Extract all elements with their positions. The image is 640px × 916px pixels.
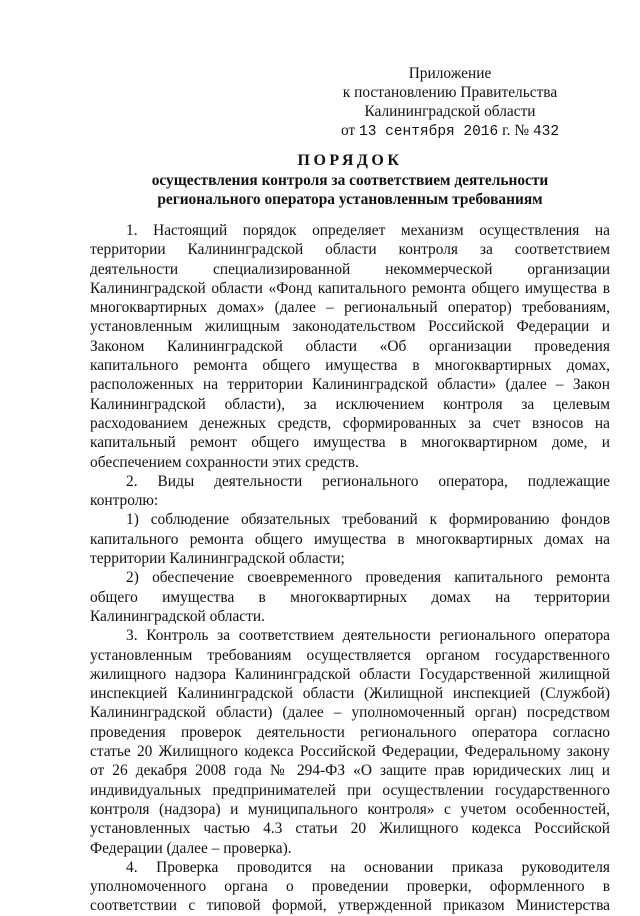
- body-line: от 26 декабря 2008 года № 294-ФЗ «О защите прав юридических лиц и: [90, 762, 610, 780]
- body-line: установленным требованиям осуществляется органом государственного: [90, 646, 610, 664]
- body-line: 3. Контроль за соответствием деятельности регионального оператора: [126, 627, 610, 645]
- body-line: статье 20 Жилищного кодекса Российской Федерации, Федеральному закону: [90, 743, 610, 761]
- date-prefix: от: [340, 122, 356, 139]
- body-line: Федерации (далее – проверка).: [90, 839, 292, 857]
- body-line: капитального ремонта общего имущества в многоквартирных домах,: [90, 357, 610, 375]
- body-line: 1) соблюдение обязательных требований к формированию фондов: [126, 511, 610, 529]
- body-line: проведения проверок деятельности регионального оператора согласно: [90, 723, 610, 741]
- appendix-label: Приложение: [408, 65, 492, 82]
- body-line: 4. Проверка проводится на основании приказа руководителя: [126, 858, 610, 876]
- body-line: территории Калининградской области;: [90, 550, 345, 568]
- decree-number: 432: [532, 124, 560, 140]
- body-line: Калининградской области «Фонд капитального ремонта общего имущества в: [90, 279, 610, 297]
- appendix-region: Калининградской области: [364, 103, 536, 120]
- body-line: жилищного надзора Калининградской области Государственной жилищной: [90, 665, 610, 683]
- body-line: установленным жилищным законодательством Российской Федерации и: [90, 318, 610, 336]
- body-line: индивидуальных предпринимателей при осуществлении государственного: [90, 781, 610, 799]
- body-line: капитальный ремонт общего имущества в многоквартирном доме, и: [90, 434, 610, 452]
- title-heading: ПОРЯДОК: [297, 152, 403, 169]
- body-line: многоквартирных домах» (далее – региональный оператор) требованиям,: [90, 299, 610, 317]
- body-line: территории Калининградской области контроля за соответствием: [90, 241, 610, 259]
- body-line: 1. Настоящий порядок определяет механизм осуществления на: [126, 222, 610, 239]
- document-title: [90, 151, 610, 210]
- body-line: соответствии с типовой формой, утвержденной приказом Министерства: [90, 897, 610, 915]
- appendix-header: [300, 64, 600, 142]
- body-line: уполномоченного органа о проведении проверки, оформленного в: [90, 878, 610, 896]
- body-line: обеспечением сохранности этих средств.: [90, 453, 359, 471]
- date-value: 13 сентября 2016: [359, 124, 499, 140]
- body-line: Законом Калининградской области «Об организации проведения: [90, 337, 610, 355]
- body-line: Калининградской области), за исключением контроля за целевым: [90, 395, 610, 413]
- date-suffix: г. №: [502, 122, 530, 139]
- title-subtitle-2: регионального оператора установленным требованиям: [157, 191, 543, 208]
- body-line: 2. Виды деятельности регионального оператора, подлежащие: [126, 472, 610, 490]
- body-line: контролю:: [90, 492, 159, 510]
- body-line: контроля (надзора) и муниципального контроля» с учетом особенностей,: [90, 800, 610, 818]
- body-line: деятельности специализированной некоммерческой организации: [90, 260, 610, 278]
- body-line: 2) обеспечение своевременного проведения капитального ремонта: [126, 569, 610, 587]
- title-subtitle-1: осуществления контроля за соответствием деятельности: [151, 171, 549, 189]
- body-line: Калининградской области) (далее – уполномоченный орган) посредством: [90, 704, 610, 722]
- body-line: общего имущества в многоквартирных домах на территории: [90, 588, 610, 606]
- body-line: расходованием денежных средств, сформированных за счет взносов на: [90, 414, 610, 432]
- body-line: расположенных на территории Калининградской области» (далее – Закон: [90, 376, 610, 394]
- appendix-date-line: [300, 121, 600, 142]
- document-body: [90, 221, 610, 916]
- body-line: установленных частью 4.3 статьи 20 Жилищного кодекса Российской: [90, 820, 610, 838]
- body-line: инспекцией Калининградской области (Жилищной инспекцией (Службой): [90, 685, 610, 703]
- body-line: капитального ремонта общего имущества в многоквартирных домах на: [90, 530, 610, 548]
- body-line: Калининградской области.: [90, 607, 265, 625]
- appendix-decree-ref: к постановлению Правительства: [342, 84, 558, 101]
